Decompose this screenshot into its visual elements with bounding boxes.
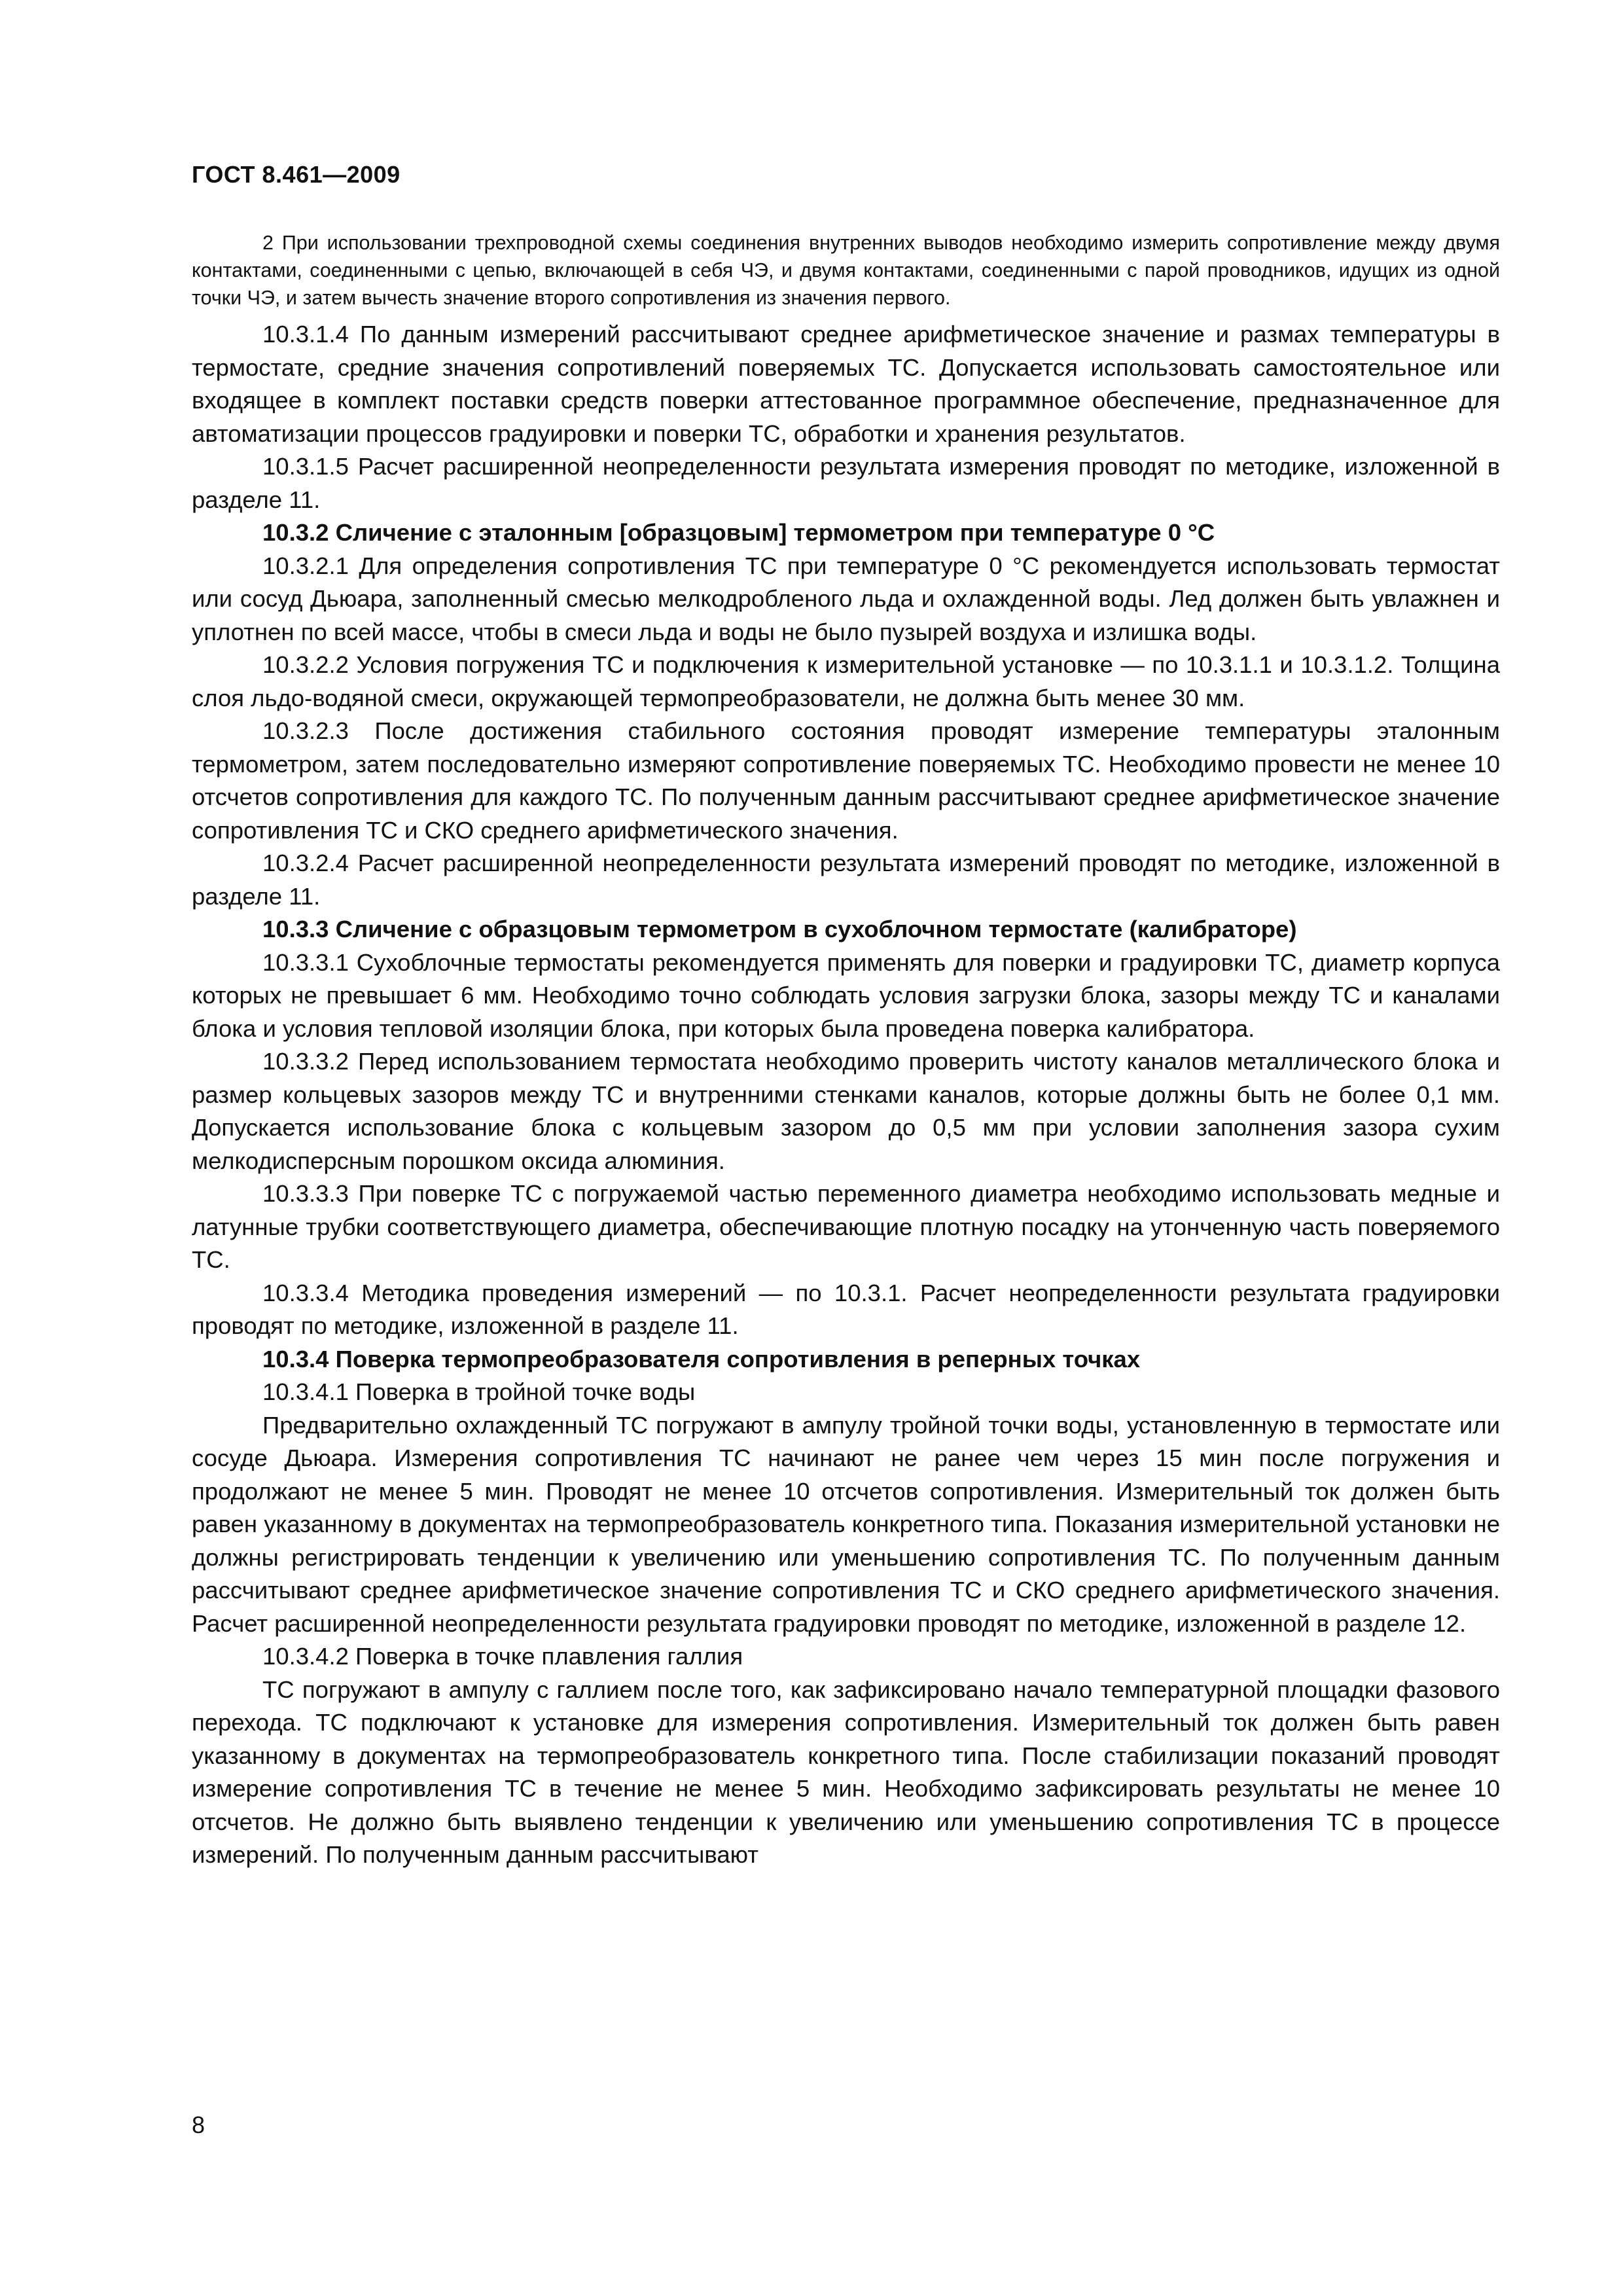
document-code-header: ГОСТ 8.461—2009	[192, 161, 401, 188]
subheading-10-3-4-2: 10.3.4.2 Поверка в точке плавления галлия	[262, 1643, 743, 1670]
paragraph-10-3-1-4: 10.3.1.4 По данным измерений рассчитывают среднее арифметическое значение и размах температуры в термостате, средние значения сопротивлений поверяемых ТС. Допускается использовать самостоятельное или входящее в комплект поставки средств поверки аттестованное программное обеспечение, предназначенное для автоматизации процессов градуировки и поверки ТС, обработки и хранения результатов.	[192, 321, 1500, 447]
section-heading-10-3-4: 10.3.4 Поверка термопреобразователя сопротивления в реперных точках	[262, 1345, 1141, 1372]
subheading-10-3-4-1: 10.3.4.1 Поверка в тройной точке воды	[262, 1378, 696, 1405]
paragraph-10-3-2-1: 10.3.2.1 Для определения сопротивления ТС при температуре 0 °С рекомендуется использовать термостат или сосуд Дьюара, заполненный смесью мелкодробленого льда и охлажденной воды. Лед должен быть увлажнен и уплотнен по всей массе, чтобы в смеси льда и воды не было пузырей воздуха и излишка воды.	[192, 552, 1500, 645]
paragraph-10-3-3-4: 10.3.3.4 Методика проведения измерений — по 10.3.1. Расчет неопределенности результата градуировки проводят по методике, изложенной в разделе 11.	[192, 1279, 1500, 1339]
paragraph-10-3-3-2: 10.3.3.2 Перед использованием термостата необходимо проверить чистоту каналов металлического блока и размер кольцевых зазоров между ТС и внутренними стенками каналов, которые должны быть не более 0,1 мм. Допускается использование блока с кольцевым зазором до 0,5 мм при условии заполнения зазора сухим мелкодисперсным порошком оксида алюминия.	[192, 1048, 1500, 1174]
paragraph-10-3-3-1: 10.3.3.1 Сухоблочные термостаты рекомендуется применять для поверки и градуировки ТС, диаметр корпуса которых не превышает 6 мм. Необходимо точно соблюдать условия загрузки блока, зазоры между ТС и каналами блока и условия тепловой изоляции блока, при которых была проведена поверка калибратора.	[192, 948, 1500, 1042]
paragraph-10-3-2-3: 10.3.2.3 После достижения стабильного состояния проводят измерение температуры эталонным термометром, затем последовательно измеряют сопротивление поверяемых ТС. Необходимо провести не менее 10 отсчетов сопротивления для каждого ТС. По полученным данным рассчитывают среднее арифметическое значение сопротивления ТС и СКО среднего арифметического значения.	[192, 717, 1500, 844]
section-heading-10-3-3: 10.3.3 Сличение с образцовым термометром в сухоблочном термостате (калибраторе)	[262, 916, 1297, 942]
page-number: 8	[192, 2111, 205, 2138]
paragraph-10-3-2-2: 10.3.2.2 Условия погружения ТС и подключения к измерительной установке — по 10.3.1.1 и 10.3.1.2. Толщина слоя льдо-водяной смеси, окружающей термопреобразователи, не должна быть менее 30 мм.	[192, 651, 1500, 711]
paragraph-10-3-1-5: 10.3.1.5 Расчет расширенной неопределенности результата измерения проводят по методике, изложенной в разделе 11.	[192, 453, 1500, 513]
section-heading-10-3-2: 10.3.2 Сличение с эталонным [образцовым] термометром при температуре 0 °С	[262, 519, 1215, 546]
paragraph-gallium-point: ТС погружают в ампулу с галлием после того, как зафиксировано начало температурной площадки фазового перехода. ТС подключают к установке для измерения сопротивления. Измерительный ток должен быть равен указанному в документах на термопреобразователь конкретного типа. После стабилизации показаний проводят измерение сопротивления ТС в течение не менее 5 мин. Необходимо зафиксировать результаты не менее 10 отсчетов. Не должно быть выявлено тенденции к увеличению или уменьшению сопротивления ТС в процессе измерений. По полученным данным рассчитывают	[192, 1676, 1500, 1868]
paragraph-triple-point: Предварительно охлажденный ТС погружают в ампулу тройной точки воды, установленную в термостате или сосуде Дьюара. Измерения сопротивления ТС начинают не ранее чем через 15 мин после погружения и продолжают не менее 5 мин. Проводят не менее 10 отсчетов сопротивления. Измерительный ток должен быть равен указанному в документах на термопреобразователь конкретного типа. Показания измерительной установки не должны регистрировать тенденции к увеличению или уменьшению сопротивления ТС. По полученным данным рассчитывают среднее арифметическое значение сопротивления ТС и СКО среднего арифметического значения. Расчет расширенной неопределенности результата градуировки проводят по методике, изложенной в разделе 12.	[192, 1411, 1500, 1637]
document-body	[192, 229, 1500, 1872]
note-paragraph: 2 При использовании трехпроводной схемы соединения внутренних выводов необходимо измерить сопротивление между двумя контактами, соединенными с цепью, включающей в себя ЧЭ, и двумя контактами, соединенными с парой проводников, идущих из одной точки ЧЭ, и затем вычесть значение второго сопротивления из значения первого.	[192, 232, 1500, 309]
paragraph-10-3-2-4: 10.3.2.4 Расчет расширенной неопределенности результата измерений проводят по методике, изложенной в разделе 11.	[192, 850, 1500, 910]
paragraph-10-3-3-3: 10.3.3.3 При поверке ТС с погружаемой частью переменного диаметра необходимо использовать медные и латунные трубки соответствующего диаметра, обеспечивающие плотную посадку на утонченную часть поверяемого ТС.	[192, 1180, 1500, 1273]
